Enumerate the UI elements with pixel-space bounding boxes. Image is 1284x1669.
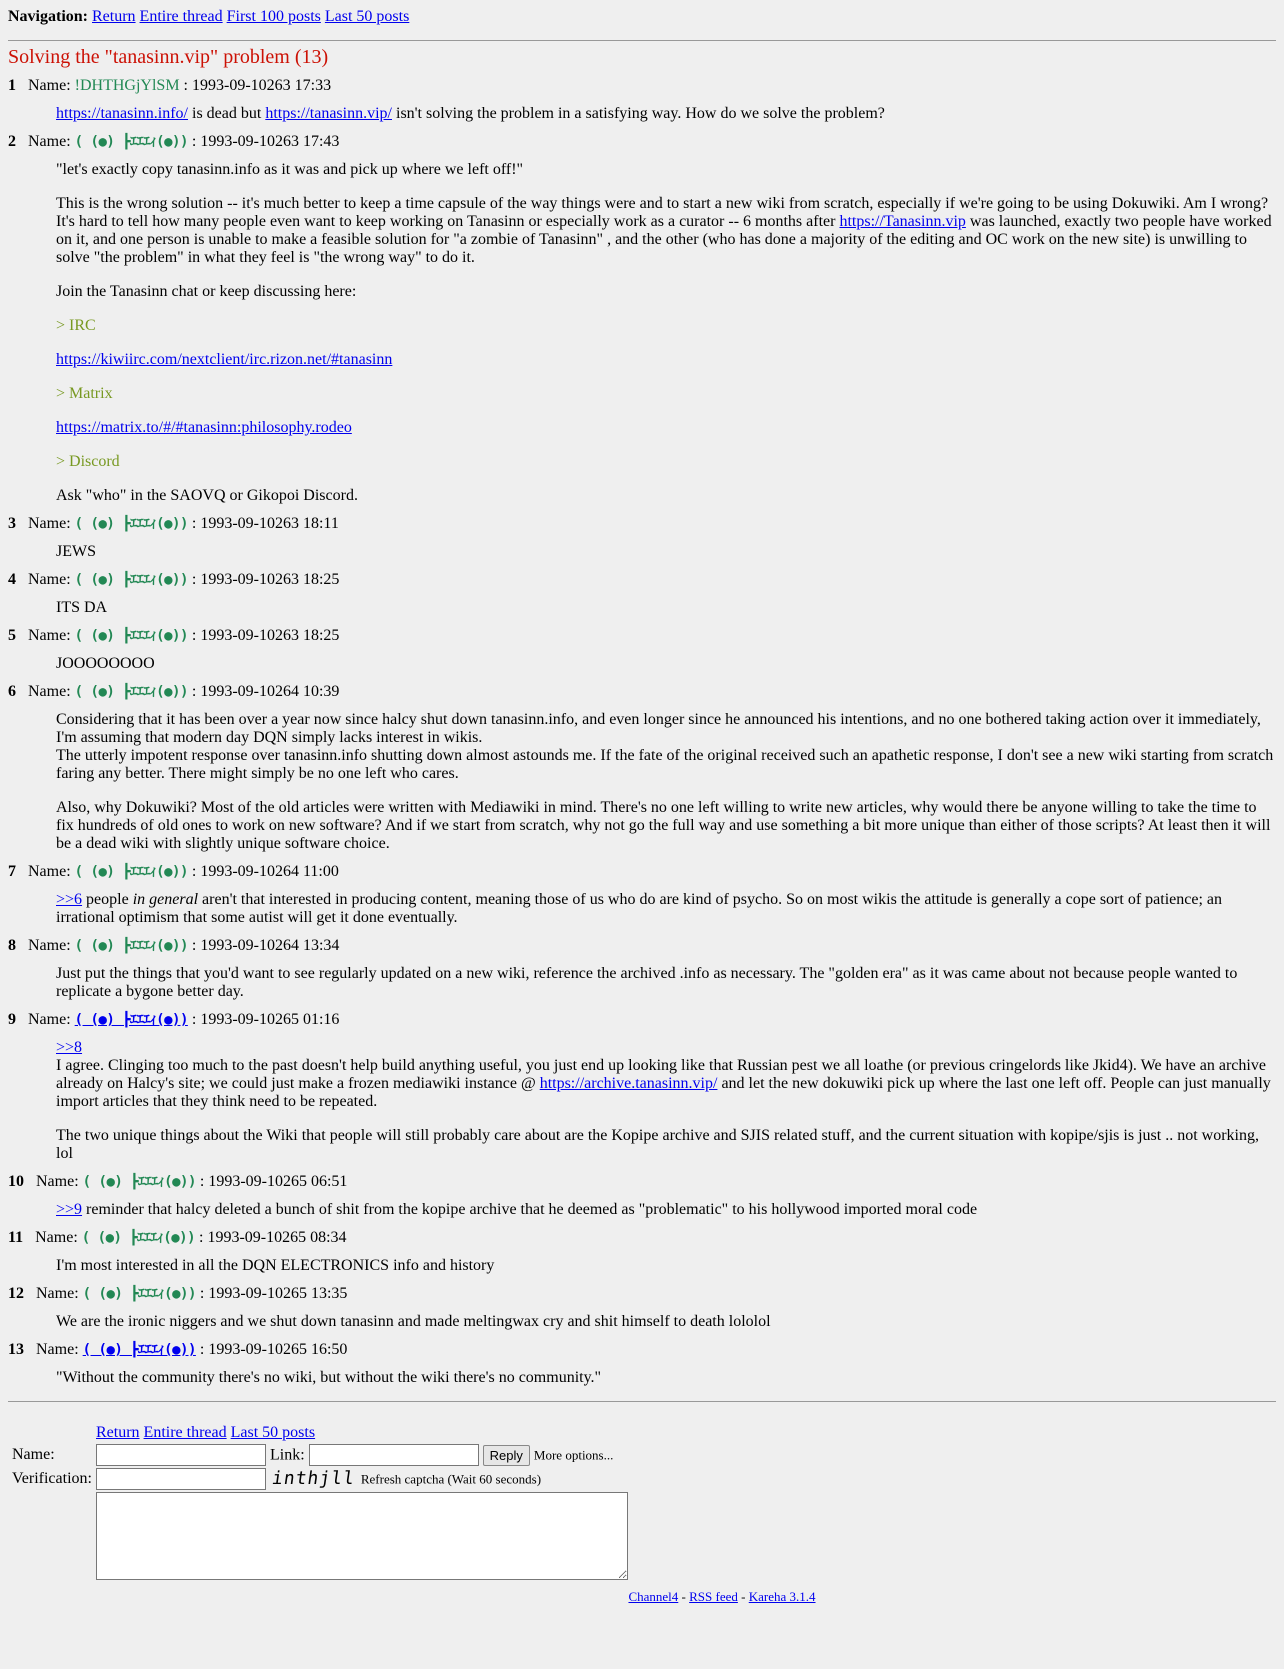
reply-button[interactable]: Reply <box>483 1445 530 1466</box>
poster-name: ( (●) ┣ｴｴｴｨ(●)) <box>82 1286 196 1302</box>
post-link[interactable]: https://archive.tanasinn.vip/ <box>539 1075 718 1092</box>
poster-name-link[interactable]: ( (●) ┣ｴｴｴｨ(●)) <box>82 1342 196 1358</box>
post-number: 12 <box>8 1285 24 1302</box>
post-11 <box>8 1229 1276 1275</box>
post-number: 2 <box>8 133 16 150</box>
post-text: "Without the community there's no wiki, but without the wiki there's no community." <box>56 1369 602 1386</box>
post-body <box>56 1039 1276 1163</box>
post-emphasis: in general <box>132 891 199 908</box>
post-date: : 1993-09-10263 18:11 <box>191 515 339 532</box>
post-7 <box>8 863 1276 927</box>
footer-channel4-link[interactable]: Channel4 <box>628 1589 679 1604</box>
name-label: Name: <box>28 683 71 700</box>
post-body <box>56 161 1276 505</box>
post-text: aren't that interested in producing content, meaning those of us who do are kind of psycho. So on most wikis the attitude is generally a cope sort of patience; an irrational optimism that some autist will get it done eventually. <box>56 891 1222 926</box>
footer <box>8 1588 1276 1606</box>
poster-name: ( (●) ┣ｴｴｴｨ(●)) <box>82 1174 196 1190</box>
quote-reference-link[interactable]: >>6 <box>56 891 83 908</box>
post-text: "let's exactly copy tanasinn.info as it was and pick up where we left off!" <box>56 161 524 178</box>
post-text: JOOOOOOOO <box>56 655 155 672</box>
post-number: 8 <box>8 937 16 954</box>
nav-last-50-link[interactable]: Last 50 posts <box>324 8 410 25</box>
navigation-bar <box>8 8 1276 26</box>
post-number: 10 <box>8 1173 24 1190</box>
poster-name: ( (●) ┣ｴｴｴｨ(●)) <box>74 938 188 954</box>
post-date: : 1993-09-10264 10:39 <box>191 683 340 700</box>
greentext: > IRC <box>56 317 96 334</box>
form-entire-thread-link[interactable]: Entire thread <box>143 1424 227 1441</box>
post-date: : 1993-09-10265 08:34 <box>199 1229 347 1246</box>
greentext: > Matrix <box>56 385 113 402</box>
post-body <box>56 1201 1276 1219</box>
post-6 <box>8 683 1276 853</box>
post-body <box>56 1313 1276 1331</box>
post-text: was launched, exactly two people have worked on it, and one person is unable to make a feasible solution for "a zombie of Tanasinn" , and the other (who has done a majority of the editing and OC work on the new site) is unwilling to solve "the problem" in what they feel is "the wrong way" to do it. <box>56 213 1272 266</box>
post-date: : 1993-09-10263 18:25 <box>191 571 340 588</box>
poster-name: ( (●) ┣ｴｴｴｨ(●)) <box>74 864 188 880</box>
post-number: 7 <box>8 863 16 880</box>
name-field[interactable] <box>96 1444 266 1466</box>
footer-kareha-link[interactable]: Kareha 3.1.4 <box>748 1589 816 1604</box>
captcha-image: inthjll <box>270 1467 357 1489</box>
post-date: : 1993-09-10263 17:43 <box>191 133 340 150</box>
post-1 <box>8 77 1276 123</box>
name-label: Name: <box>36 1173 79 1190</box>
post-body <box>56 711 1276 853</box>
link-field[interactable] <box>309 1444 479 1466</box>
post-9 <box>8 1011 1276 1163</box>
post-date: : 1993-09-10265 13:35 <box>199 1285 348 1302</box>
poster-name: ( (●) ┣ｴｴｴｨ(●)) <box>74 516 188 532</box>
reply-form <box>8 1414 1276 1586</box>
post-3 <box>8 515 1276 561</box>
post-date: : 1993-09-10263 17:33 <box>183 77 332 94</box>
poster-name: ( (●) ┣ｴｴｴｨ(●)) <box>74 134 188 150</box>
post-text: I'm most interested in all the DQN ELECTRONICS info and history <box>56 1257 495 1274</box>
form-last-50-link[interactable]: Last 50 posts <box>230 1424 316 1441</box>
post-13 <box>8 1341 1276 1387</box>
name-label: Name: <box>28 627 71 644</box>
post-10 <box>8 1173 1276 1219</box>
quote-reference-link[interactable]: >>8 <box>56 1039 83 1056</box>
post-text: This is the wrong solution -- it's much better to keep a time capsule of the way things were and to start a new wiki from scratch, especially if we're going to be using Dokuwiki. Am I wrong? It's hard to tell how many people even want to keep working on Tanasinn or especially work as a curator -- 6 months after <box>56 195 1269 230</box>
verification-field[interactable] <box>96 1468 266 1490</box>
refresh-captcha-link[interactable]: Refresh captcha (Wait 60 seconds) <box>360 1471 542 1487</box>
post-4 <box>8 571 1276 617</box>
post-text: reminder that halcy deleted a bunch of shit from the kopipe archive that he deemed as "problematic" to his hollywood imported moral code <box>82 1201 978 1218</box>
name-label: Name: <box>28 515 71 532</box>
name-label: Name: <box>36 1341 79 1358</box>
post-body <box>56 965 1276 1001</box>
divider <box>8 40 1276 41</box>
post-text: The utterly impotent response over tanasinn.info shutting down almost astounds me. If the fate of the original received such an apathetic response, I don't see a new wiki starting from scratch faring any better. There might simply be no one left who cares. <box>56 747 1274 782</box>
form-return-link[interactable]: Return <box>96 1424 140 1441</box>
greentext: > Discord <box>56 453 120 470</box>
post-text: Also, why Dokuwiki? Most of the old articles were written with Mediawiki in mind. There's no one left willing to write new articles, why would there be anyone willing to take the time to fix hundreds of old ones to work on new software? And if we start from scratch, why not go the full way and use something a bit more unique than either of those scripts? At least then it will be a dead wiki with slightly unique software choice. <box>56 799 1271 852</box>
post-link[interactable]: https://Tanasinn.vip <box>839 213 966 230</box>
post-link[interactable]: https://tanasinn.vip/ <box>265 105 392 122</box>
name-label: Name: <box>28 571 71 588</box>
post-body <box>56 599 1276 617</box>
post-2 <box>8 133 1276 505</box>
post-text: Join the Tanasinn chat or keep discussing here: <box>56 283 357 300</box>
post-12 <box>8 1285 1276 1331</box>
post-date: : 1993-09-10264 13:34 <box>191 937 340 954</box>
post-body <box>56 891 1276 927</box>
thread-title: Solving the "tanasinn.vip" problem (13) <box>8 46 329 68</box>
nav-first-100-link[interactable]: First 100 posts <box>226 8 321 25</box>
post-link[interactable]: https://tanasinn.info/ <box>56 105 188 122</box>
post-number: 13 <box>8 1341 24 1358</box>
post-date: : 1993-09-10265 01:16 <box>191 1011 340 1028</box>
name-label: Name: <box>36 1285 79 1302</box>
irc-link[interactable]: https://kiwiirc.com/nextclient/irc.rizon.net/#tanasinn <box>56 351 393 368</box>
footer-separator: - <box>681 1589 690 1604</box>
post-number: 1 <box>8 77 16 94</box>
poster-name: ( (●) ┣ｴｴｴｨ(●)) <box>81 1230 195 1246</box>
post-text: Ask "who" in the SAOVQ or Gikopoi Discord. <box>56 487 358 504</box>
post-body <box>56 1257 1276 1275</box>
post-date: : 1993-09-10265 16:50 <box>199 1341 348 1358</box>
post-body <box>56 543 1276 561</box>
quote-reference-link[interactable]: >>9 <box>56 1201 83 1218</box>
divider <box>8 1401 1276 1402</box>
post-8 <box>8 937 1276 1001</box>
post-text: Considering that it has been over a year now since halcy shut down tanasinn.info, and even longer since he announced his intentions, and no one bothered taking action over it immediately, I'm assuming that modern day DQN simply lacks interest in wikis. <box>56 711 1261 746</box>
link-field-label: Link: <box>270 1446 305 1464</box>
poster-name-link[interactable]: ( (●) ┣ｴｴｴｨ(●)) <box>74 1012 188 1028</box>
post-number: 4 <box>8 571 16 588</box>
post-text: We are the ironic niggers and we shut down tanasinn and made meltingwax cry and shit himself to death lololol <box>56 1313 771 1330</box>
poster-name: ( (●) ┣ｴｴｴｨ(●)) <box>74 684 188 700</box>
post-text: The two unique things about the Wiki that people will still probably care about are the Kopipe archive and SJIS related stuff, and the current situation with kopipe/sjis is just .. not working, lol <box>56 1127 1259 1162</box>
name-label: Name: <box>28 77 71 94</box>
poster-name: ( (●) ┣ｴｴｴｨ(●)) <box>74 572 188 588</box>
post-text: people <box>82 891 133 908</box>
post-date: : 1993-09-10263 18:25 <box>191 627 340 644</box>
name-field-label: Name: <box>12 1446 55 1463</box>
post-text: isn't solving the problem in a satisfying way. How do we solve the problem? <box>392 105 885 122</box>
name-label: Name: <box>35 1229 78 1246</box>
navigation-label: Navigation: <box>8 8 88 25</box>
name-label: Name: <box>28 133 71 150</box>
post-text: and let the new dokuwiki pick up where the last one left off. People can just manually import articles that they think need to be repeated. <box>56 1075 1271 1110</box>
matrix-link[interactable]: https://matrix.to/#/#tanasinn:philosophy.rodeo <box>56 419 352 436</box>
post-text: is dead but <box>188 105 266 122</box>
post-text: ITS DA <box>56 599 108 616</box>
post-number: 11 <box>8 1229 24 1246</box>
more-options-link[interactable]: More options... <box>533 1447 614 1463</box>
verification-label: Verification: <box>12 1470 92 1487</box>
post-number: 3 <box>8 515 16 532</box>
post-text: JEWS <box>56 543 96 560</box>
post-number: 9 <box>8 1011 16 1028</box>
footer-rss-link[interactable]: RSS feed <box>689 1589 738 1604</box>
post-body <box>56 105 1276 123</box>
post-number: 6 <box>8 683 16 700</box>
poster-name: ( (●) ┣ｴｴｴｨ(●)) <box>74 628 188 644</box>
post-text: I agree. Clinging too much to the past doesn't help build anything useful, you just end up looking like that Russian pest we all loathe (or previous cringelords like Jkid4). We have an archive already on Halcy's site; we could just make a frozen mediawiki instance @ <box>56 1057 1266 1092</box>
name-label: Name: <box>28 937 71 954</box>
post-date: : 1993-09-10265 06:51 <box>199 1173 348 1190</box>
footer-separator: - <box>741 1589 749 1604</box>
post-body <box>56 1369 1276 1387</box>
poster-name: !DHTHGjYlSM <box>74 77 180 94</box>
post-date: : 1993-09-10264 11:00 <box>191 863 339 880</box>
message-textarea[interactable] <box>96 1492 628 1580</box>
name-label: Name: <box>28 1011 71 1028</box>
post-text: Just put the things that you'd want to see regularly updated on a new wiki, reference the archived .info as necessary. The "golden era" as it was came about not because people wanted to replicate a bygone better day. <box>56 965 1238 1000</box>
post-5 <box>8 627 1276 673</box>
post-number: 5 <box>8 627 16 644</box>
name-label: Name: <box>28 863 71 880</box>
nav-return-link[interactable]: Return <box>92 8 136 25</box>
nav-entire-thread-link[interactable]: Entire thread <box>139 8 223 25</box>
post-body <box>56 655 1276 673</box>
